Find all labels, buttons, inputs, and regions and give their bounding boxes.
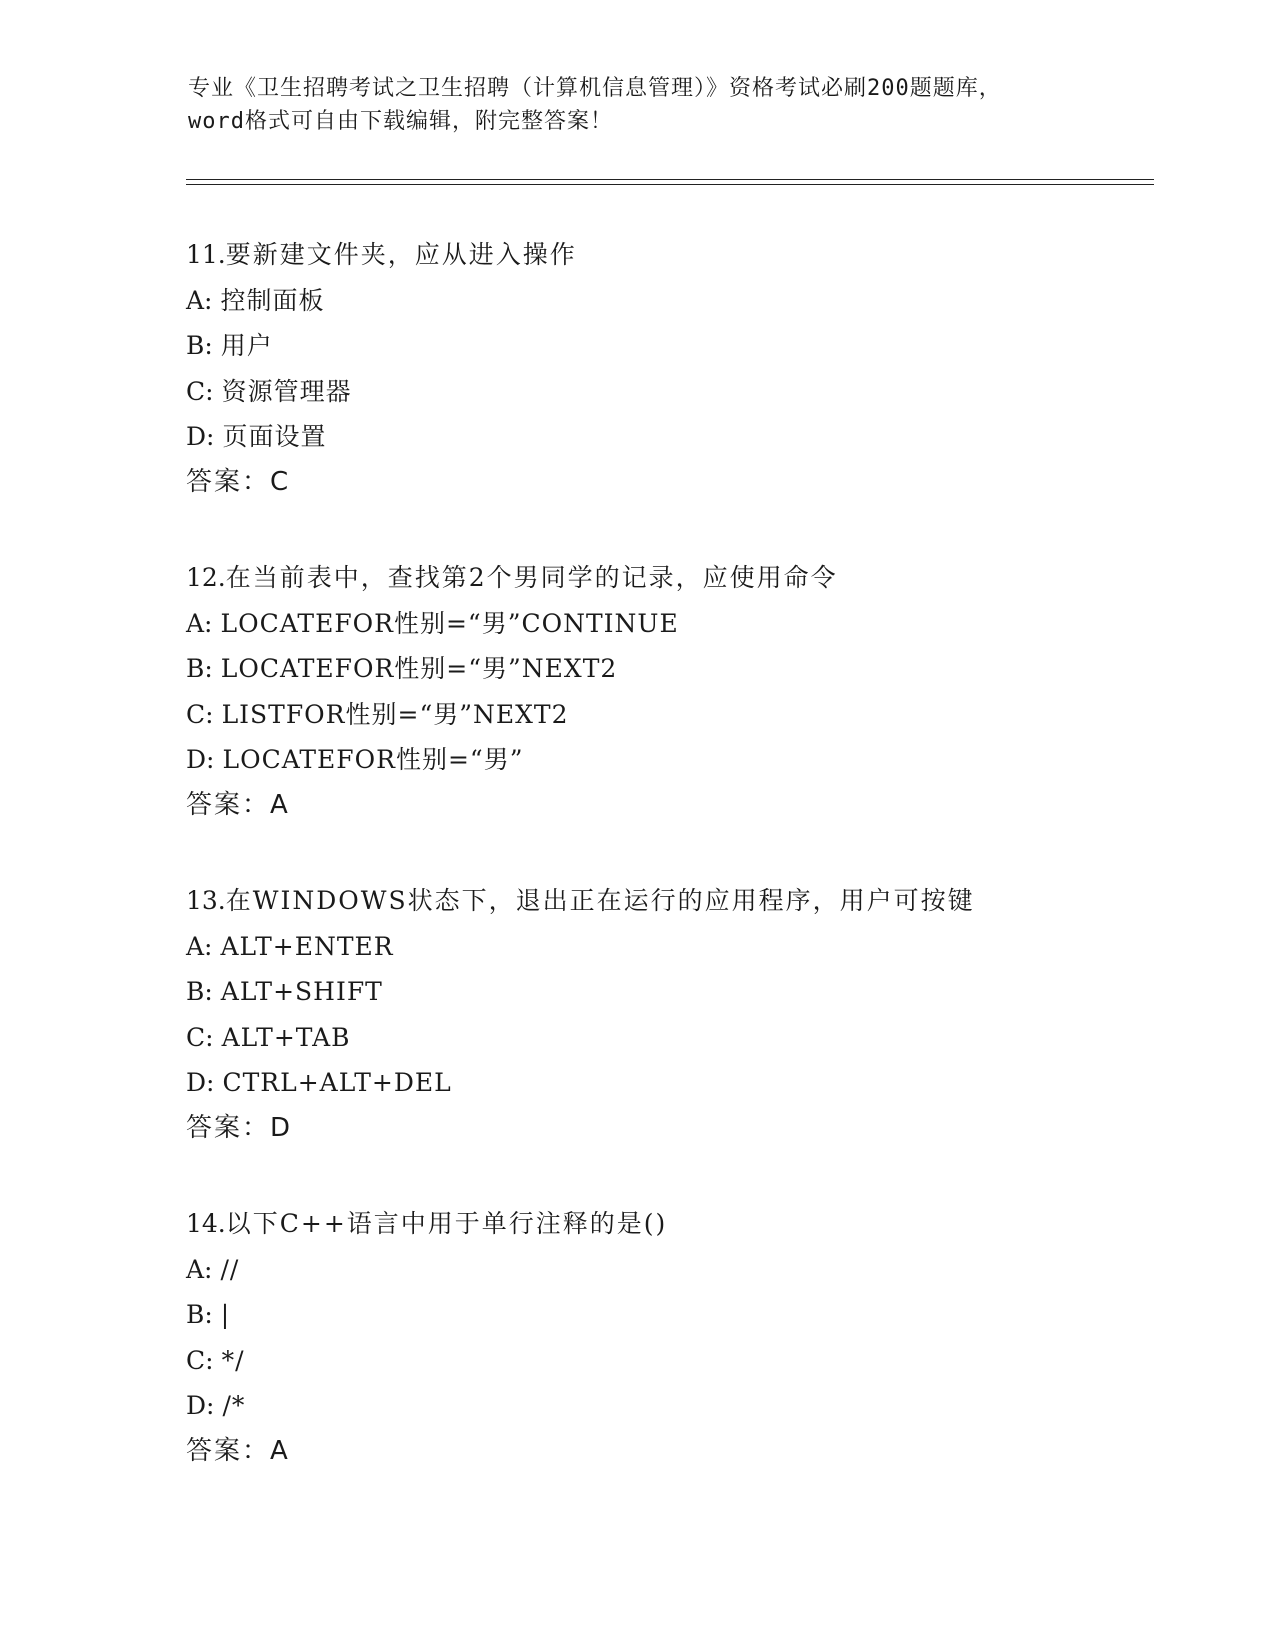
question-11 — [186, 232, 1166, 505]
option-d — [186, 414, 1166, 460]
answer-value: D — [270, 1112, 291, 1143]
option-text: // — [220, 1254, 240, 1284]
question-number: 14. — [186, 1209, 226, 1238]
option-letter: C: — [186, 376, 214, 406]
option-b — [186, 646, 1166, 692]
question-text: 以下C++语言中用于单行注释的是() — [225, 1209, 668, 1238]
option-a — [186, 924, 1166, 970]
option-b — [186, 1292, 1166, 1338]
option-text: 控制面板 — [220, 285, 325, 315]
option-letter: B: — [186, 331, 213, 360]
question-list — [186, 232, 1166, 1524]
question-14 — [186, 1201, 1166, 1474]
answer-label: 答案： — [186, 466, 271, 497]
question-text: 要新建文件夹，应从进入操作 — [225, 240, 577, 269]
option-text: | — [220, 1300, 231, 1329]
question-text: 在当前表中，查找第2个男同学的记录，应使用命令 — [225, 563, 838, 592]
header-divider-bottom — [186, 184, 1154, 185]
answer-line — [186, 783, 1166, 829]
answer-line — [186, 1429, 1166, 1475]
option-text: LOCATEFOR性别=“男”CONTINUE — [220, 608, 679, 638]
option-letter: A: — [186, 285, 213, 315]
question-text: 在WINDOWS状态下，退出正在运行的应用程序，用户可按键 — [225, 886, 975, 915]
option-letter: D: — [186, 1391, 215, 1420]
header-line-2: word格式可自由下载编辑，附完整答案！ — [188, 109, 613, 134]
answer-label: 答案： — [186, 1435, 271, 1466]
question-number: 12. — [186, 563, 226, 592]
answer-value: A — [270, 789, 288, 820]
option-letter: B: — [186, 1300, 213, 1329]
answer-label: 答案： — [186, 1112, 271, 1143]
option-text: 用户 — [220, 331, 273, 360]
option-a — [186, 1247, 1166, 1293]
option-text: CTRL+ALT+DEL — [222, 1068, 452, 1097]
option-text: 页面设置 — [222, 422, 327, 451]
answer-line — [186, 1106, 1166, 1152]
question-stem — [186, 555, 1166, 601]
option-text: 资源管理器 — [221, 376, 352, 406]
option-a — [186, 601, 1166, 647]
option-d — [186, 1383, 1166, 1429]
option-text: ALT+ENTER — [220, 931, 394, 961]
option-d — [186, 737, 1166, 783]
option-text: LOCATEFOR性别=“男” — [222, 745, 524, 774]
option-c — [186, 692, 1166, 738]
answer-label: 答案： — [186, 789, 271, 820]
option-letter: B: — [186, 654, 213, 683]
question-stem — [186, 878, 1166, 924]
document-header — [188, 72, 1108, 138]
option-b — [186, 323, 1166, 369]
option-letter: D: — [186, 422, 215, 451]
question-stem — [186, 1201, 1166, 1247]
option-c — [186, 369, 1166, 415]
header-divider-top — [186, 179, 1154, 180]
option-b — [186, 969, 1166, 1015]
option-letter: B: — [186, 977, 213, 1006]
answer-line — [186, 460, 1166, 506]
option-text: ALT+TAB — [221, 1022, 351, 1052]
option-letter: A: — [186, 931, 213, 961]
answer-value: A — [270, 1435, 288, 1466]
question-number: 11. — [186, 240, 226, 269]
question-12 — [186, 555, 1166, 828]
option-letter: C: — [186, 699, 214, 729]
option-a — [186, 278, 1166, 324]
option-text: LOCATEFOR性别=“男”NEXT2 — [220, 654, 618, 683]
option-text: ALT+SHIFT — [220, 977, 383, 1006]
option-text: LISTFOR性别=“男”NEXT2 — [221, 699, 569, 729]
option-text: */ — [221, 1345, 245, 1375]
option-letter: A: — [186, 1254, 213, 1284]
option-letter: A: — [186, 608, 213, 638]
option-text: /* — [222, 1391, 246, 1420]
option-c — [186, 1338, 1166, 1384]
option-c — [186, 1015, 1166, 1061]
option-d — [186, 1060, 1166, 1106]
option-letter: C: — [186, 1345, 214, 1375]
option-letter: D: — [186, 745, 215, 774]
question-number: 13. — [186, 886, 226, 915]
answer-value: C — [270, 466, 289, 497]
option-letter: C: — [186, 1022, 214, 1052]
question-stem — [186, 232, 1166, 278]
header-line-1: 专业《卫生招聘考试之卫生招聘（计算机信息管理）》资格考试必刷200题题库， — [188, 76, 1002, 101]
option-letter: D: — [186, 1068, 215, 1097]
question-13 — [186, 878, 1166, 1151]
